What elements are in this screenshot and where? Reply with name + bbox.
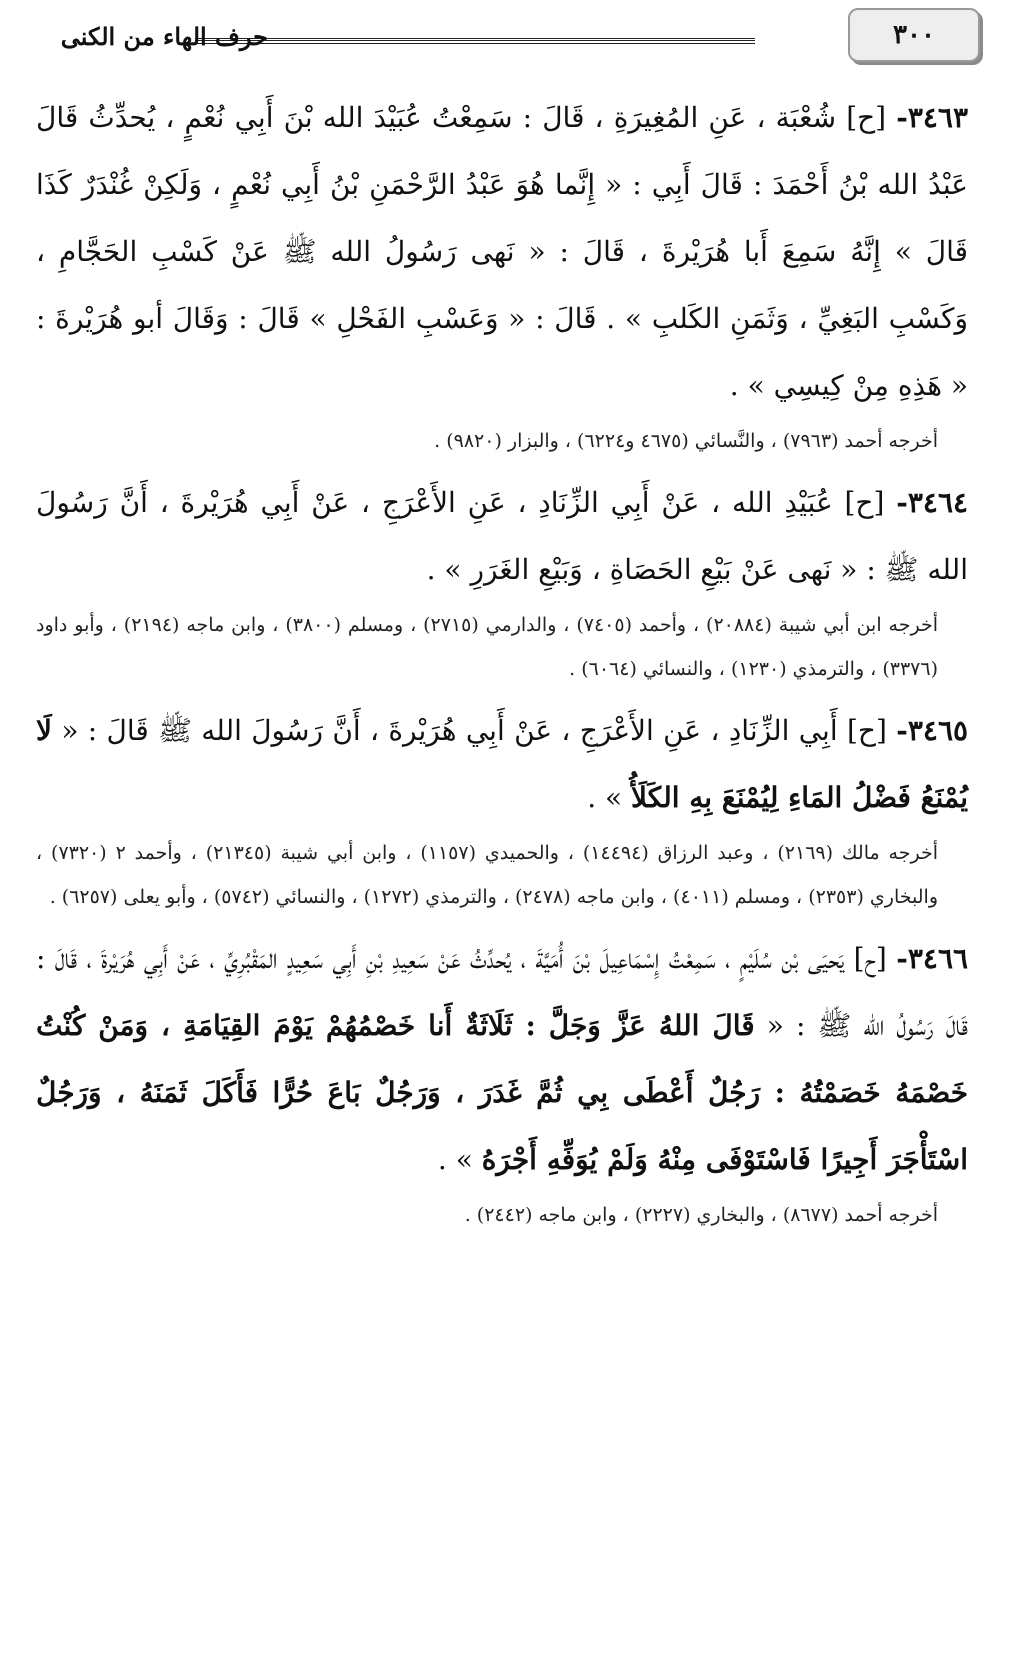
hadith-text: عُبَيْدِ الله ، عَنْ أَبِي الزِّنَادِ ، عَنِ الأَعْرَجِ ، عَنْ أَبِي هُرَيْرةَ ، أَنَّ رَسُولَ الله ﷺ : « نَهى عَنْ بَيْعِ الحَصَاةِ ، وَبَيْعِ الغَرَرِ » . — [36, 486, 968, 586]
hadith-text: يَحيَى بْن سُلَيْمٍ ، سَمِعْتُ إِسْمَاعِيلَ بْنَ أُمَيَّةَ ، يُحدِّثُ عَنْ سَعِيدِ بْنِ أَبِي سَعِيدٍ المَقْبُرِيِّ ، عَنْ أَبِي هُرَيْرةَ ، قَالَ : قَالَ رَسُولُ الله ﷺ : « — [36, 942, 968, 1042]
hadith-takhrij: أخرجه مالك (٢١٦٩) ، وعبد الرزاق (١٤٤٩٤) ، والحميدي (١١٥٧) ، وابن أبي شيبة (٢١٣٤٥) ، وأحمد ٢ (٧٣٢٠) ، والبخاري (٢٣٥٣) ، ومسلم (٤٠١١) ، وابن ماجه (٢٤٧٨) ، والترمذي (١٢٧٢) ، والنسائي (٥٧٤٢) ، وأبو يعلى (٦٢٥٧) . — [36, 842, 938, 908]
hadith-entry — [36, 84, 968, 419]
hadith-prophetic-quote: قَالَ اللهُ عَزَّ وَجَلَّ : ثَلَاثَةٌ أَنا خَصْمُهُمْ يَوْمَ القِيَامَةِ ، وَمَنْ كُنْتُ خَصْمَهُ خَصَمْتُهُ : رَجُلٌ أَعْطَى بِي ثُمَّ غَدَرَ ، وَرَجُلٌ بَاعَ حُرًّا فَأَكَلَ ثَمَنَهُ ، وَرَجُلٌ اسْتَأْجَرَ أَجِيرًا فَاسْتَوْفَى مِنْهُ وَلَمْ يُوَفِّهِ أَجْرَهُ — [36, 1009, 968, 1176]
hadith-text-end: » . — [437, 1143, 473, 1176]
hadith-entry — [36, 697, 968, 831]
hadith-takhrij: أخرجه أحمد (٨٦٧٧) ، والبخاري (٢٢٢٧) ، وابن ماجه (٢٤٤٢) . — [464, 1204, 938, 1226]
hadith-text: شُعْبَة ، عَنِ المُغِيرَةِ ، قَالَ : سَمِعْتُ عُبَيْدَ الله بْنَ أَبِي نُعْمٍ ، يُحدِّثُ قَالَ عَبْدُ الله بْنُ أَحْمَدَ : قَالَ أَبِي : « إِنَّما هُوَ عَبْدُ الرَّحْمَنِ بْنُ أَبِي نُعْمٍ ، وَلَكِنْ غُنْدَرٌ كَذَا قَالَ » إِنَّهُ سَمِعَ أَبا هُرَيْرةَ ، قَالَ : « نَهى رَسُولُ الله ﷺ عَنْ كَسْبِ الحَجَّامِ ، وَكَسْبِ البَغِيِّ ، وَثَمَنِ الكَلبِ » . قَالَ : « وَعَسْبِ الفَحْلِ » قَالَ : وَقَالَ أبو هُرَيْرةَ : « هَذِهِ مِنْ كِيسِي » . — [36, 101, 968, 402]
hadith-entry — [36, 469, 968, 603]
hadith-number: ٣٤٦٣- — [896, 101, 968, 134]
page-number: ٣٠٠ — [893, 20, 935, 50]
hadith-number: ٣٤٦٦- — [896, 942, 969, 975]
page-number-box — [848, 8, 980, 62]
hadith-prophetic-quote: لَا يُمْنَعُ فَضْلُ المَاءِ لِيُمْنَعَ بِهِ الكَلَأُ — [36, 714, 968, 814]
hadith-marker: [ح] — [846, 714, 887, 747]
hadith-marker: [ح] — [844, 486, 885, 519]
hadith-takhrij: أخرجه ابن أبي شيبة (٢٠٨٨٤) ، وأحمد (٧٤٠٥) ، والدارمي (٢٧١٥) ، ومسلم (٣٨٠٠) ، وابن ماجه (٢١٩٤) ، وأبو داود (٣٣٧٦) ، والترمذي (١٢٣٠) ، والنسائي (٦٠٦٤) . — [36, 614, 938, 680]
running-title: حرف الهاء من الكنى — [60, 22, 268, 51]
hadith-text-end: » . — [587, 781, 623, 814]
page-content — [36, 84, 968, 1243]
hadith-takhrij: أخرجه أحمد (٧٩٦٣) ، والنَّسائي (٤٦٧٥ و٦٢٢٤) ، والبزار (٩٨٢٠) . — [434, 430, 938, 452]
hadith-number: ٣٤٦٥- — [896, 714, 969, 747]
hadith-number: ٣٤٦٤- — [896, 486, 969, 519]
hadith-text: أَبِي الزِّنَادِ ، عَنِ الأَعْرَجِ ، عَنْ أَبِي هُرَيْرةَ ، أَنَّ رَسُولَ الله ﷺ قَالَ : « — [61, 714, 838, 747]
page-header — [30, 8, 980, 68]
header-rule — [195, 38, 755, 44]
hadith-entry — [36, 925, 968, 1193]
hadith-marker: [ح] — [846, 101, 887, 134]
hadith-marker: [ح] — [853, 942, 887, 975]
